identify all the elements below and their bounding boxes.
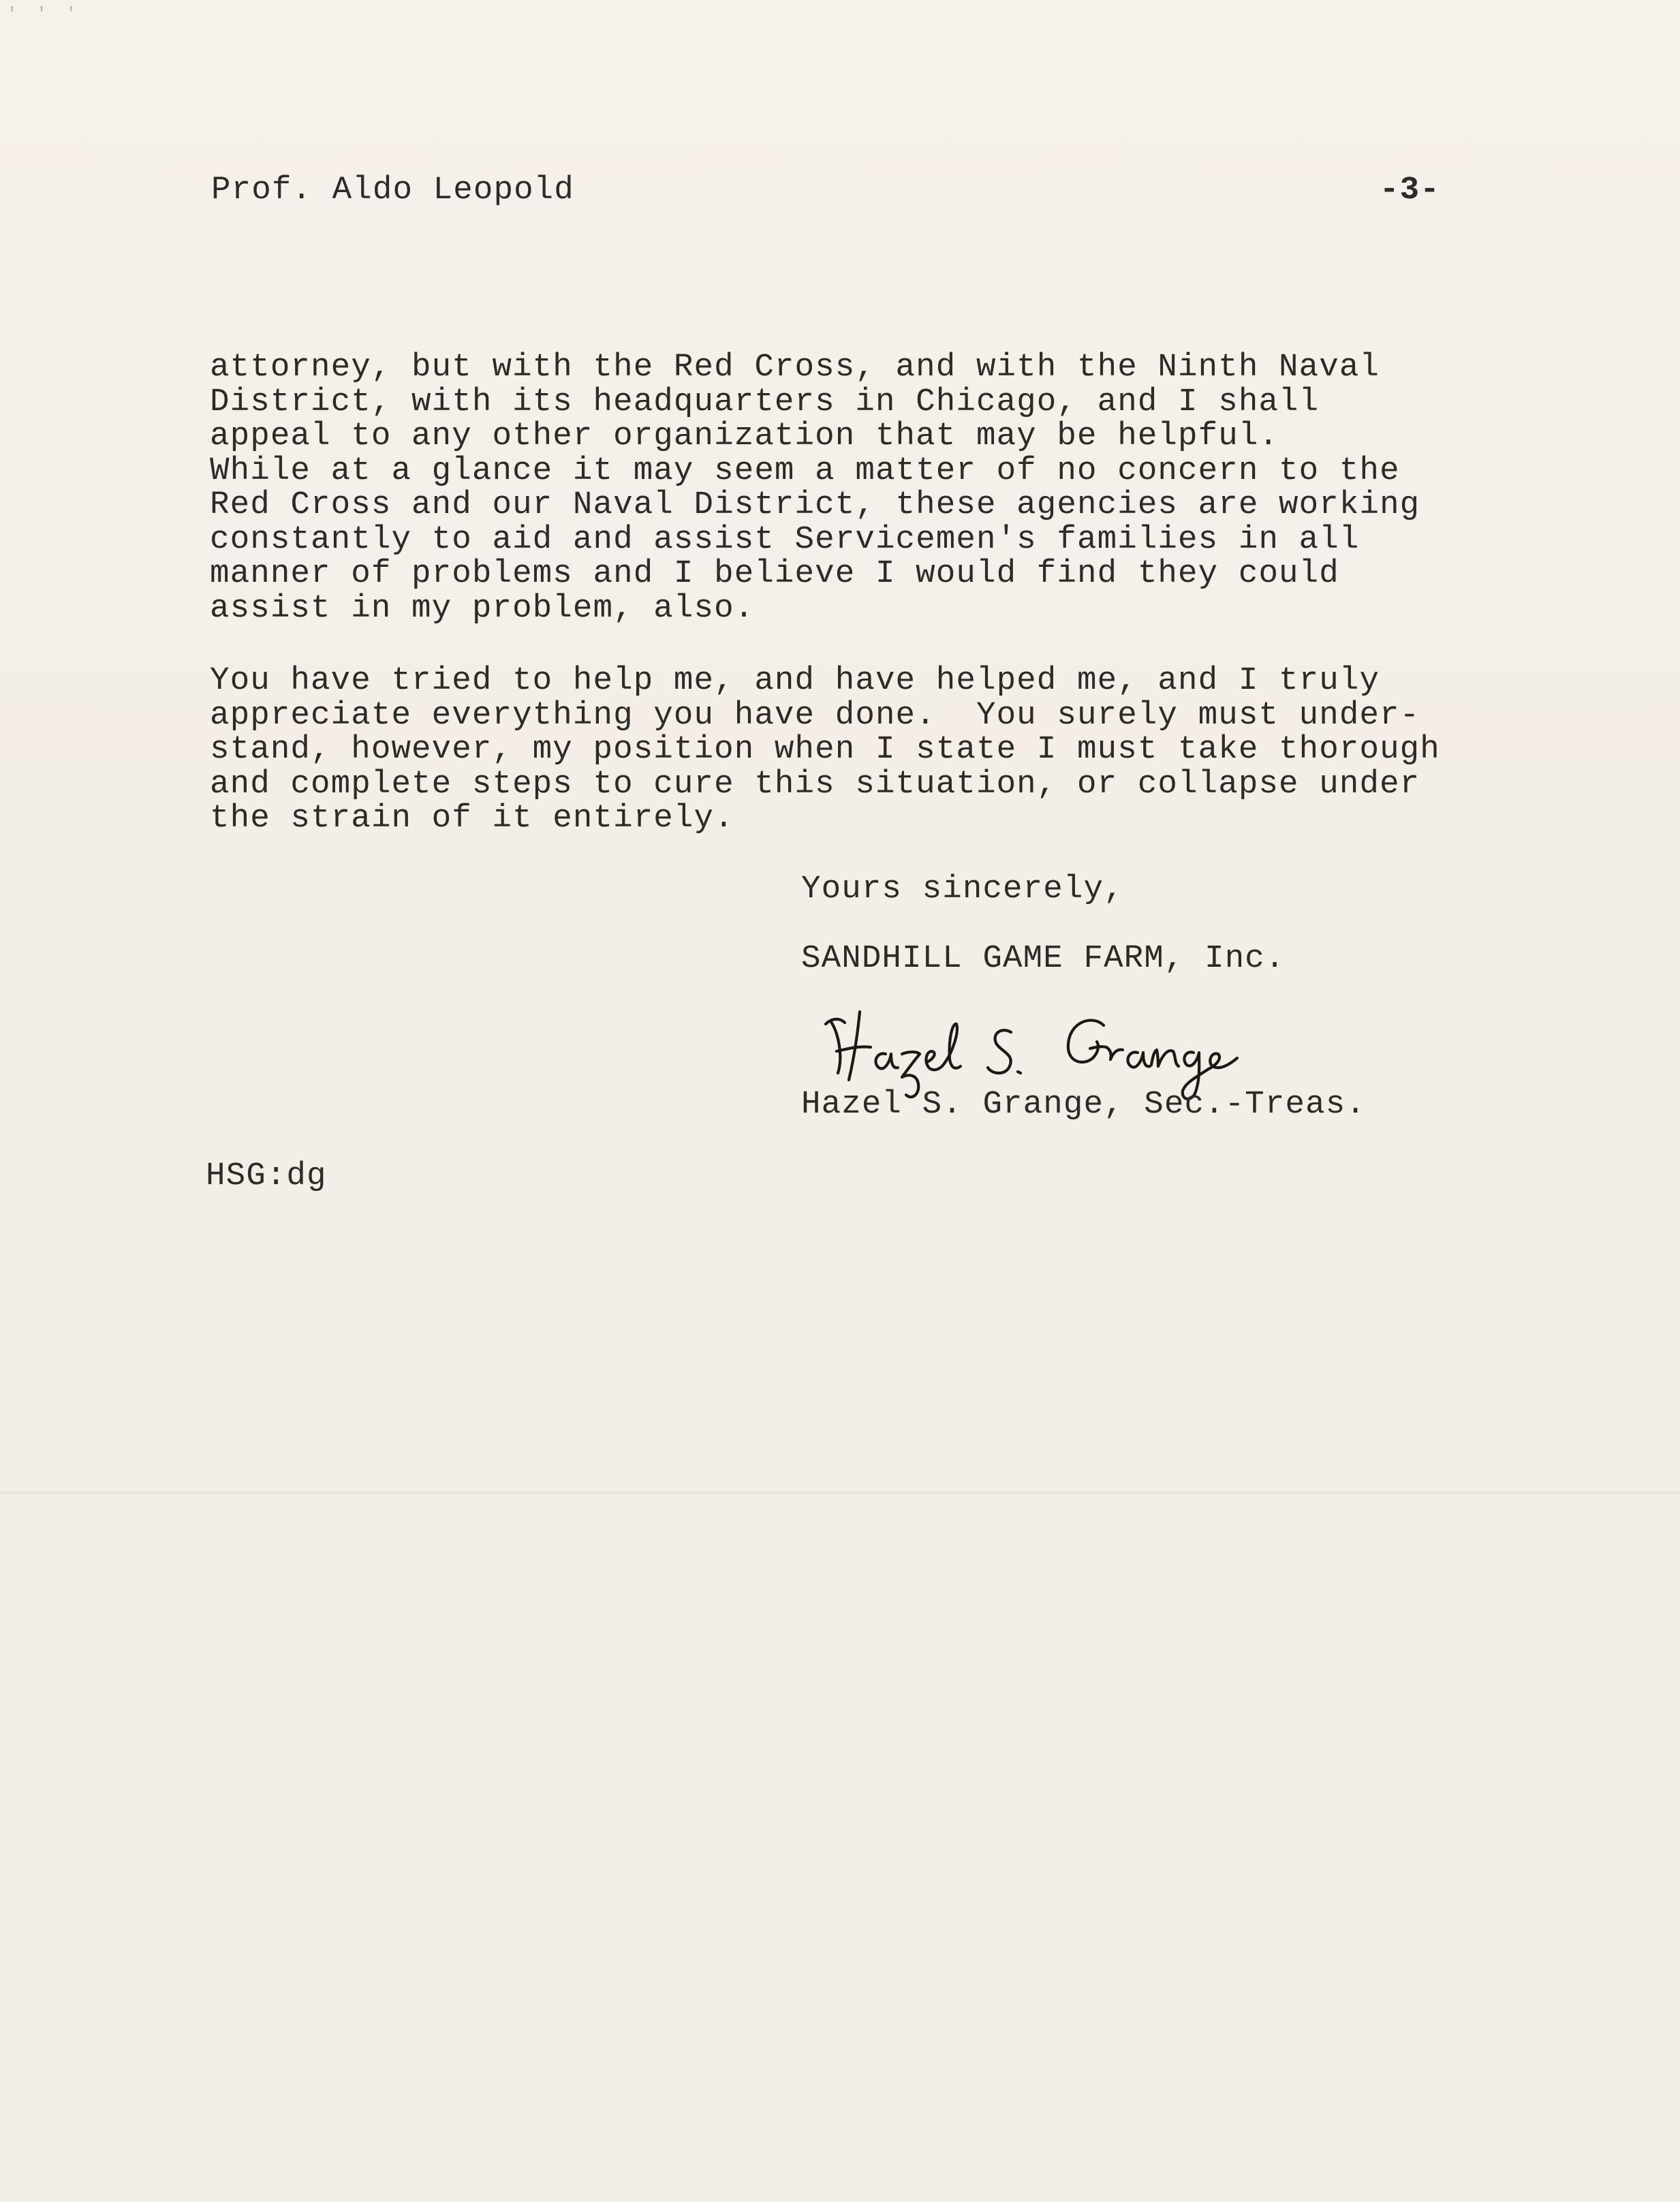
reference-initials: HSG:dg (206, 1158, 327, 1194)
text-line: manner of problems and I believe I would find they could (210, 555, 1339, 592)
company-name: SANDHILL GAME FARM, Inc. (801, 940, 1286, 977)
text-line: and complete steps to cure this situation, or collapse under (210, 765, 1420, 803)
paragraph-2 (210, 664, 1440, 836)
signer-name-title: Hazel S. Grange, Sec.-Treas. (801, 1086, 1366, 1123)
text-line: constantly to aid and assist Servicemen's families in all (210, 521, 1360, 558)
text-line: You have tried to help me, and have helped me, and I truly (210, 662, 1380, 699)
paper-fold (0, 1491, 1680, 1495)
text-line: Red Cross and our Naval District, these agencies are working (210, 486, 1420, 523)
text-line: the strain of it entirely. (210, 800, 734, 837)
text-line: District, with its headquarters in Chicago, and I shall (210, 383, 1320, 420)
text-line: appreciate everything you have done. You surely must under- (210, 696, 1420, 734)
text-line: assist in my problem, also. (210, 589, 755, 627)
paragraph-1 (210, 350, 1420, 625)
closing-salutation: Yours sincerely, (801, 871, 1124, 908)
text-line: appeal to any other organization that may be helpful. (210, 418, 1279, 454)
recipient-header: Prof. Aldo Leopold (211, 172, 574, 208)
corner-marks: ' ' ' (7, 4, 81, 25)
page-number: -3- (1380, 172, 1440, 208)
text-line: While at a glance it may seem a matter of no concern to the (210, 452, 1400, 489)
text-line: stand, however, my position when I state I must take thorough (210, 731, 1440, 768)
text-line: attorney, but with the Red Cross, and with the Ninth Naval (210, 349, 1380, 386)
